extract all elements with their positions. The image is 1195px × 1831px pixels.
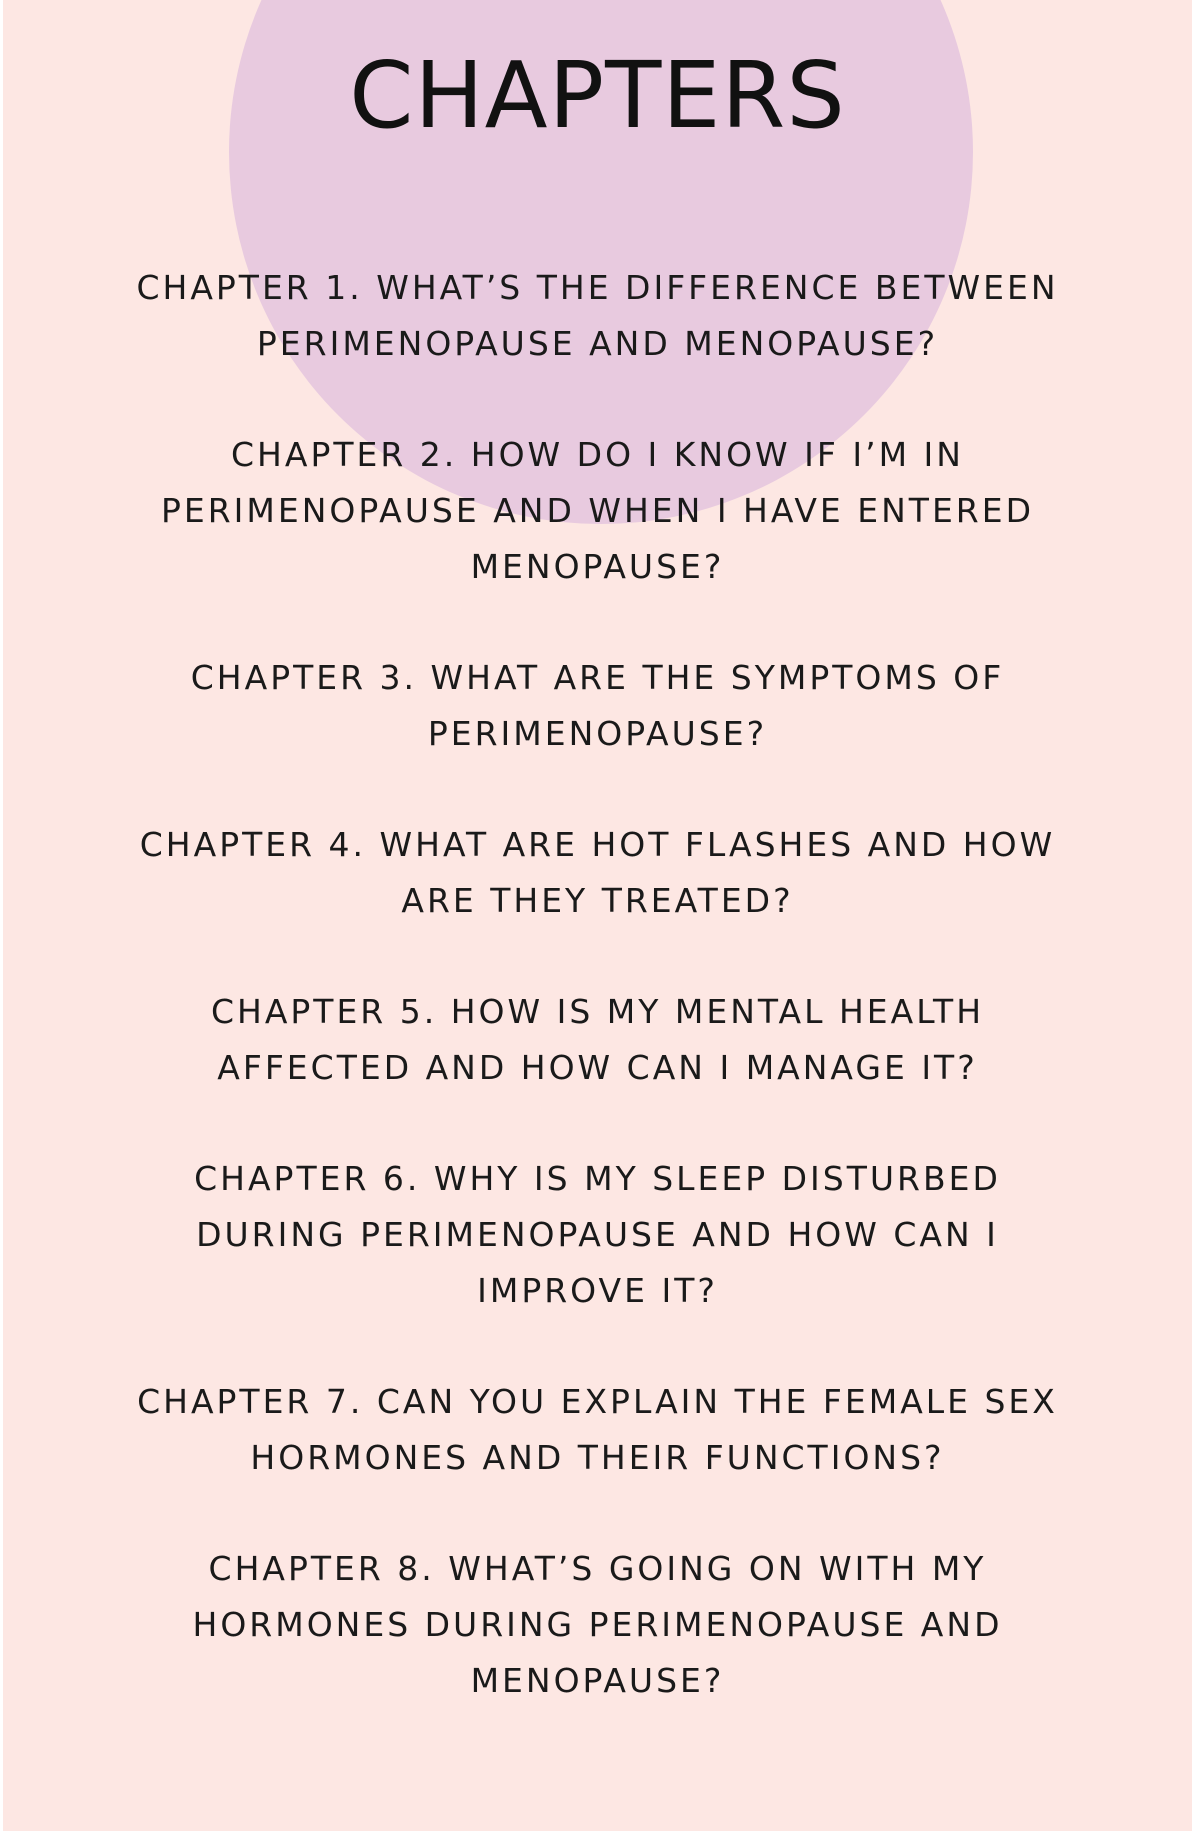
chapter-line: HORMONES AND THEIR FUNCTIONS? [250, 1438, 945, 1477]
chapter-line: AFFECTED AND HOW CAN I MANAGE IT? [217, 1048, 978, 1087]
chapter-line: ARE THEY TREATED? [401, 881, 794, 920]
chapter-item [63, 650, 1132, 762]
page [3, 0, 1192, 1831]
chapter-line: CHAPTER 1. WHAT’S THE DIFFERENCE BETWEEN [136, 268, 1059, 307]
chapter-line: PERIMENOPAUSE AND WHEN I HAVE ENTERED [161, 491, 1034, 530]
chapter-line: CHAPTER 2. HOW DO I KNOW IF I’M IN [231, 435, 964, 474]
chapter-item [63, 1541, 1132, 1709]
page-title: CHAPTERS [349, 42, 846, 149]
chapter-list [63, 260, 1132, 1764]
chapter-line: MENOPAUSE? [470, 1661, 725, 1700]
chapter-line: IMPROVE IT? [477, 1271, 718, 1310]
chapter-line: CHAPTER 6. WHY IS MY SLEEP DISTURBED [194, 1159, 1001, 1198]
chapter-item [63, 427, 1132, 595]
chapter-line: MENOPAUSE? [470, 547, 725, 586]
chapter-item [63, 817, 1132, 929]
chapter-line: CHAPTER 8. WHAT’S GOING ON WITH MY [208, 1549, 987, 1588]
chapter-item [63, 1374, 1132, 1486]
chapter-line: CHAPTER 5. HOW IS MY MENTAL HEALTH [210, 992, 985, 1031]
chapter-item [63, 1151, 1132, 1319]
chapter-item [63, 984, 1132, 1096]
chapter-item [63, 260, 1132, 372]
chapter-line: HORMONES DURING PERIMENOPAUSE AND [192, 1605, 1003, 1644]
chapter-line: PERIMENOPAUSE AND MENOPAUSE? [256, 324, 939, 363]
chapter-line: CHAPTER 4. WHAT ARE HOT FLASHES AND HOW [139, 825, 1056, 864]
chapter-line: CHAPTER 7. CAN YOU EXPLAIN THE FEMALE SEX [137, 1382, 1058, 1421]
chapter-line: DURING PERIMENOPAUSE AND HOW CAN I [196, 1215, 999, 1254]
chapter-line: PERIMENOPAUSE? [427, 714, 768, 753]
chapter-line: CHAPTER 3. WHAT ARE THE SYMPTOMS OF [190, 658, 1005, 697]
